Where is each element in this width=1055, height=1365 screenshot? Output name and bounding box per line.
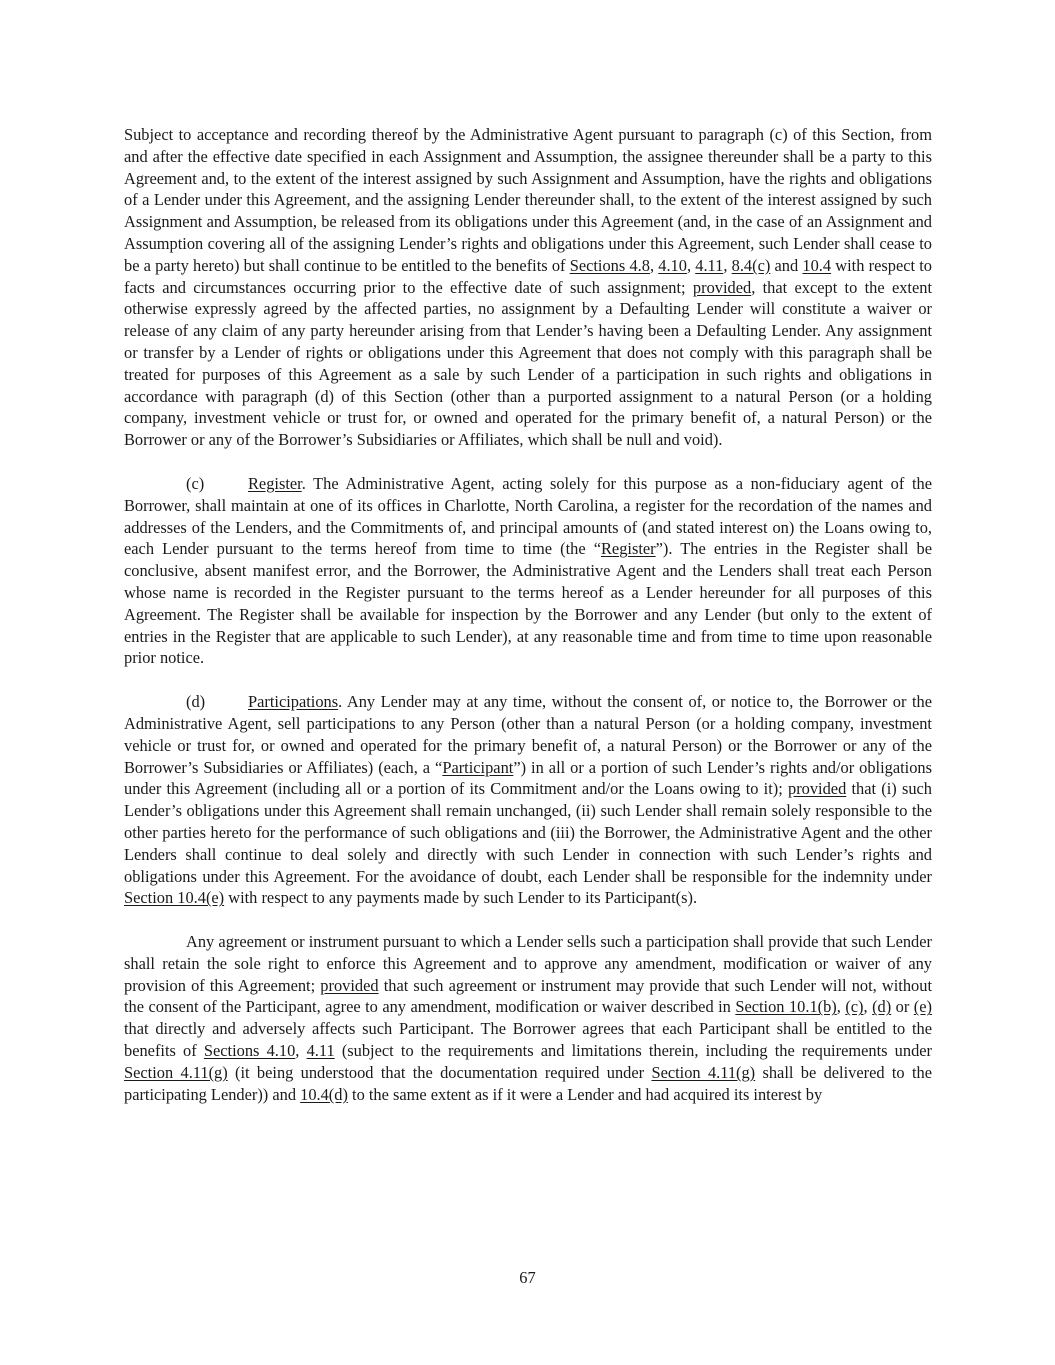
paragraph-participation-agreement — [124, 931, 932, 1105]
section-reference: 4.11 — [306, 1041, 335, 1061]
text-segment: that such agreement or instrument may provide that such Lender will not, without the consent of the Participant, agree to any amendment, modification or waiver described in — [124, 975, 932, 1017]
paragraph-label: (d) — [186, 692, 206, 712]
text-segment: with respect to any payments made by such Lender to its Participant(s). — [224, 888, 698, 908]
text-segment: ”) in all or a portion of such Lender’s rights and/or obligations under this Agreement (including all or a portion of its Commitment and/or the Loans owing to it); — [124, 757, 933, 799]
text-segment: (subject to the requirements and limitations therein, including the requirements under — [334, 1041, 932, 1061]
section-reference: (d) — [872, 997, 892, 1017]
text-segment: that directly and adversely affects such Participant. The Borrower agrees that each Participant shall be entitled to the benefits of — [124, 1019, 932, 1061]
text-segment: . Any Lender may at any time, without the consent of, or notice to, the Borrower or the Administrative Agent, sell participations to any Person (other than a natural Person (or a holding company, investment vehicle or trust for, or owned and operated for the primary benefit of, a natural Person) or the Borrower or any of the Borrower’s Subsidiaries or Affiliates) (each, a “ — [124, 692, 932, 777]
page-number: 67 — [519, 1268, 536, 1287]
separator: , — [686, 255, 696, 275]
text-segment: . The Administrative Agent, acting solely for this purpose as a non-fiduciary agent of the Borrower, shall maintain at one of its offices in Charlotte, North Carolina, a register for the recordation of the names and addresses of the Lenders, and the Commitments of, and principal amounts of (and stated interest on) the Loans owing to, each Lender pursuant to the terms hereof from time to time (the “ — [124, 473, 932, 559]
text-segment: ”). The entries in the Register shall be conclusive, absent manifest error, and the Borrower, the Administrative Agent and the Lenders shall treat each Person whose name is recorded in the Register pursuant to the terms hereof as a Lender hereunder for all purposes of this Agreement. The Register shall be available for inspection by the Borrower and any Lender (but only to the extent of entries in the Register that are applicable to such Lender), at any reasonable time and from time to time upon reasonable prior notice. — [124, 539, 932, 668]
section-reference: 4.11 — [695, 255, 724, 275]
provided-term: provided — [788, 779, 847, 799]
section-reference: Section 10.1(b) — [735, 997, 837, 1017]
paragraph-label: (c) — [186, 473, 205, 493]
text-segment: to the same extent as if it were a Lender and had acquired its interest by — [347, 1084, 823, 1104]
paragraph-register — [124, 473, 932, 669]
separator: , — [836, 997, 846, 1017]
section-reference: 10.4 — [802, 255, 832, 275]
text-segment: Subject to acceptance and recording thereof by the Administrative Agent pursuant to paragraph (c) of this Section, from and after the effective date specified in each Assignment and Assumption, the assignee thereunder shall be a party to this Agreement and, to the extent of the interest assigned by such Assignment and Assumption, have the rights and obligations of a Lender under this Agreement, and the assigning Lender thereunder shall, to the extent of the interest assigned by such Assignment and Assumption, be released from its obligations under this Agreement (and, in the case of an Assignment and Assumption covering all of the assigning Lender’s rights and obligations under this Agreement, such Lender shall cease to be a party hereto) but shall continue to be entitled to the benefits of — [124, 125, 932, 275]
section-reference: (c) — [845, 997, 864, 1017]
provided-term: provided — [320, 975, 379, 995]
section-reference: 10.4(d) — [300, 1084, 348, 1104]
separator: , — [295, 1041, 307, 1061]
section-reference: Section 4.11(g) — [124, 1062, 228, 1082]
text-segment: that (i) such Lender’s obligations under this Agreement shall remain unchanged, (ii) such Lender shall remain solely responsible to the other parties hereto for the performance of such obligations and (iii) the Borrower, the Administrative Agent and the other Lenders shall continue to deal solely and directly with such Lender in connection with such Lender’s rights and obligations under this Agreement. For the avoidance of doubt, each Lender shall be responsible for the indemnity under — [124, 779, 932, 886]
separator: and — [770, 255, 803, 275]
defined-term: Register — [601, 539, 656, 559]
section-reference: (e) — [913, 997, 932, 1017]
paragraph-heading: Register — [248, 473, 302, 493]
text-segment: shall be delivered to the participating Lender)) and — [124, 1062, 932, 1104]
defined-term: Participant — [442, 757, 514, 777]
section-reference: Section 10.4(e) — [124, 888, 225, 908]
section-reference: 8.4(c) — [731, 255, 771, 275]
section-reference: 4.10 — [658, 255, 687, 275]
text-segment: (it being understood that the documentation required under — [227, 1062, 652, 1082]
separator: , — [863, 997, 873, 1017]
text-segment: with respect to facts and circumstances occurring prior to the effective date of such assignment; — [124, 255, 933, 297]
provided-term: provided — [692, 277, 752, 297]
separator: , — [723, 255, 732, 275]
section-reference: Sections 4.8 — [569, 255, 650, 275]
text-segment: , that except to the extent otherwise expressly agreed by the affected parties, no assignment by a Defaulting Lender will constitute a waiver or release of any claim of any party hereunder arising from that Lender’s having been a Defaulting Lender. Any assignment or transfer by a Lender of rights or obligations under this Agreement that does not comply with this paragraph shall be treated for purposes of this Agreement as a sale by such Lender of a participation in such rights and obligations in accordance with paragraph (d) of this Section (other than a purported assignment to a natural Person (or a holding company, investment vehicle or trust for, or owned and operated for the primary benefit of, a natural Person) or the Borrower or any of the Borrower’s Subsidiaries or Affiliates, which shall be null and void). — [124, 277, 932, 450]
paragraph-participations — [124, 691, 932, 909]
paragraph-heading: Participations — [248, 692, 339, 712]
section-reference: Section 4.11(g) — [651, 1062, 756, 1082]
document-page — [124, 124, 932, 1127]
separator: , — [649, 255, 659, 275]
separator: or — [891, 997, 914, 1017]
text-segment: Any agreement or instrument pursuant to which a Lender sells such a participation shall provide that such Lender shall retain the sole right to enforce this Agreement and to approve any amendment, modification or waiver of any provision of this Agreement; — [124, 932, 932, 995]
paragraph-assignment-effect — [124, 124, 932, 451]
section-reference: Sections 4.10 — [203, 1041, 296, 1061]
